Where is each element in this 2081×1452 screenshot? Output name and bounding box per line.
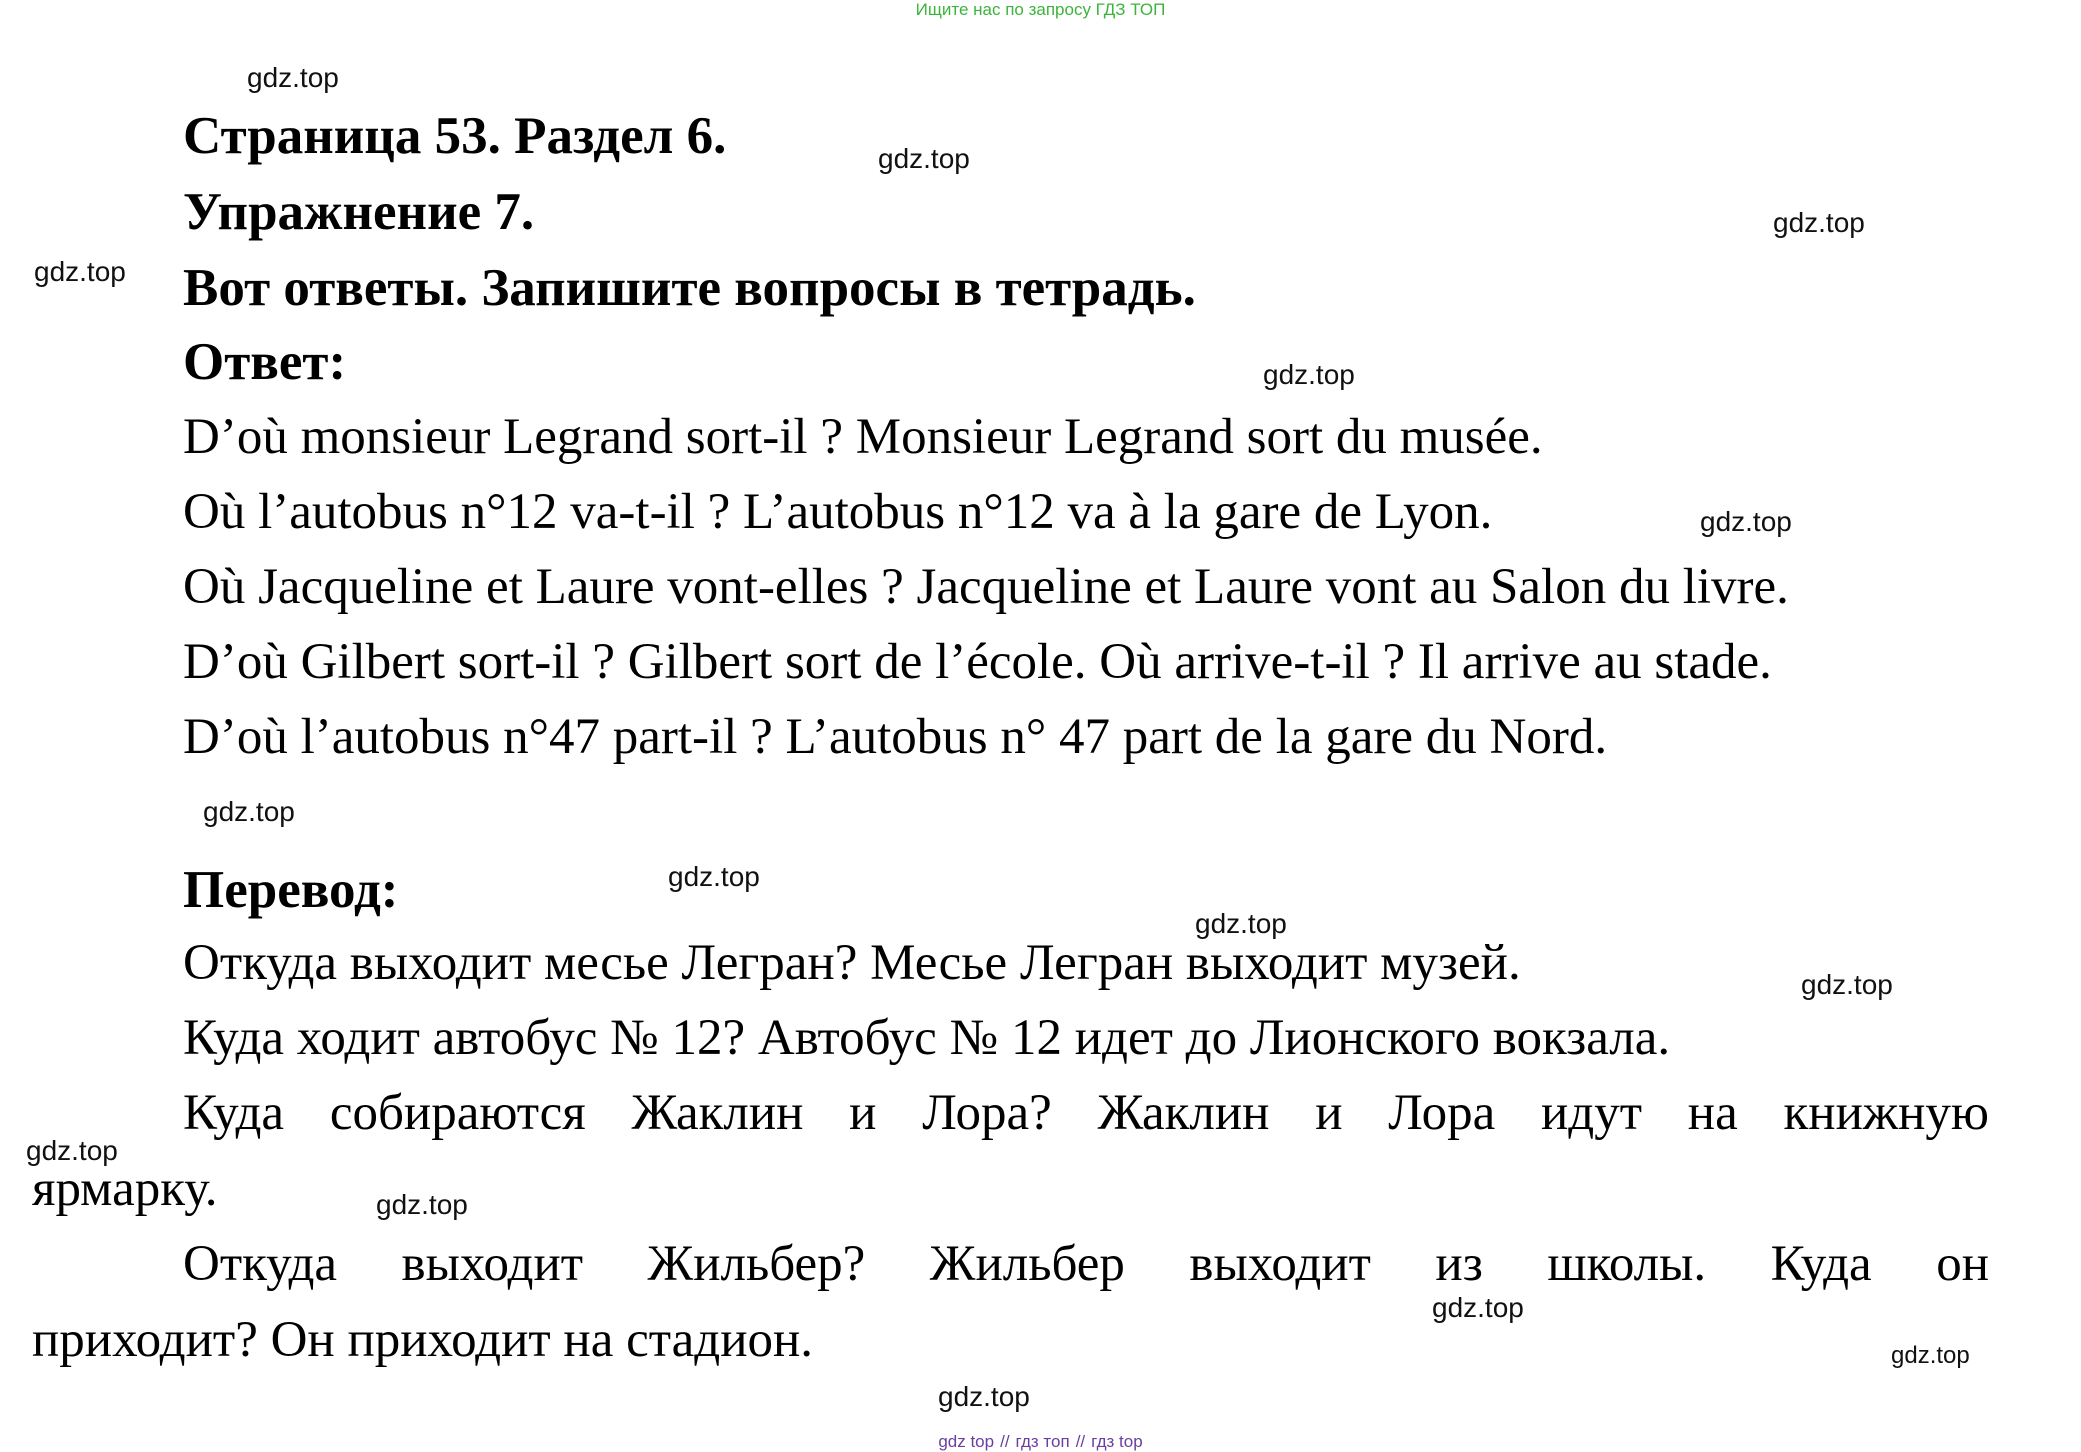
watermark: gdz.top: [203, 796, 295, 827]
watermark: gdz.top: [1801, 969, 1893, 1000]
watermark: gdz.top: [938, 1381, 1030, 1412]
footer-link[interactable]: гдз топ: [1015, 1432, 1070, 1451]
answer-line: D’où Gilbert sort-il ? Gilbert sort de l’école. Où arrive-t-il ? Il arrive au stade.: [183, 634, 1772, 690]
search-banner[interactable]: Ищите нас по запросу ГДЗ ТОП: [915, 0, 1166, 19]
footer-links: [0, 1432, 2081, 1452]
answer-heading: Ответ:: [183, 333, 347, 391]
watermark: gdz.top: [1195, 908, 1287, 939]
translation-line: Откуда выходит Жильбер? Жильбер выходит из школы. Куда он: [183, 1236, 1989, 1292]
translation-line: ярмарку.: [32, 1161, 218, 1217]
translation-line: приходит? Он приходит на стадион.: [32, 1312, 814, 1368]
footer-separator: //: [1075, 1432, 1086, 1451]
answer-line: D’où monsieur Legrand sort-il ? Monsieur Legrand sort du musée.: [183, 409, 1543, 465]
watermark: gdz.top: [668, 861, 760, 892]
answer-line: Où l’autobus n°12 va-t-il ? L’autobus n°12 va à la gare de Lyon.: [183, 484, 1493, 540]
translation-heading: Перевод:: [183, 861, 399, 919]
exercise-title: Упражнение 7.: [183, 183, 535, 241]
watermark: gdz.top: [26, 1135, 118, 1166]
watermark: gdz.top: [1700, 506, 1792, 537]
page-title: Страница 53. Раздел 6.: [183, 107, 727, 165]
footer-link[interactable]: gdz top: [938, 1432, 995, 1451]
footer-link[interactable]: гдз top: [1091, 1432, 1143, 1451]
watermark: gdz.top: [34, 256, 126, 287]
watermark: gdz.top: [878, 143, 970, 174]
translation-line: Куда собираются Жаклин и Лора? Жаклин и Лора идут на книжную: [183, 1085, 1989, 1141]
watermark: gdz.top: [1891, 1342, 1970, 1369]
watermark: gdz.top: [1432, 1292, 1524, 1323]
answer-line: D’où l’autobus n°47 part-il ? L’autobus n° 47 part de la gare du Nord.: [183, 709, 1608, 765]
watermark: gdz.top: [1263, 359, 1355, 390]
watermark: gdz.top: [247, 62, 339, 93]
watermark: gdz.top: [1773, 207, 1865, 238]
footer-separator: //: [1000, 1432, 1010, 1451]
translation-line: Куда ходит автобус № 12? Автобус № 12 идет до Лионского вокзала.: [183, 1010, 1671, 1066]
translation-line: Откуда выходит месье Легран? Месье Легран выходит музей.: [183, 935, 1521, 991]
answer-line: Où Jacqueline et Laure vont-elles ? Jacqueline et Laure vont au Salon du livre.: [183, 559, 1789, 615]
watermark: gdz.top: [376, 1189, 468, 1220]
task-text: Вот ответы. Запишите вопросы в тетрадь.: [183, 259, 1196, 317]
